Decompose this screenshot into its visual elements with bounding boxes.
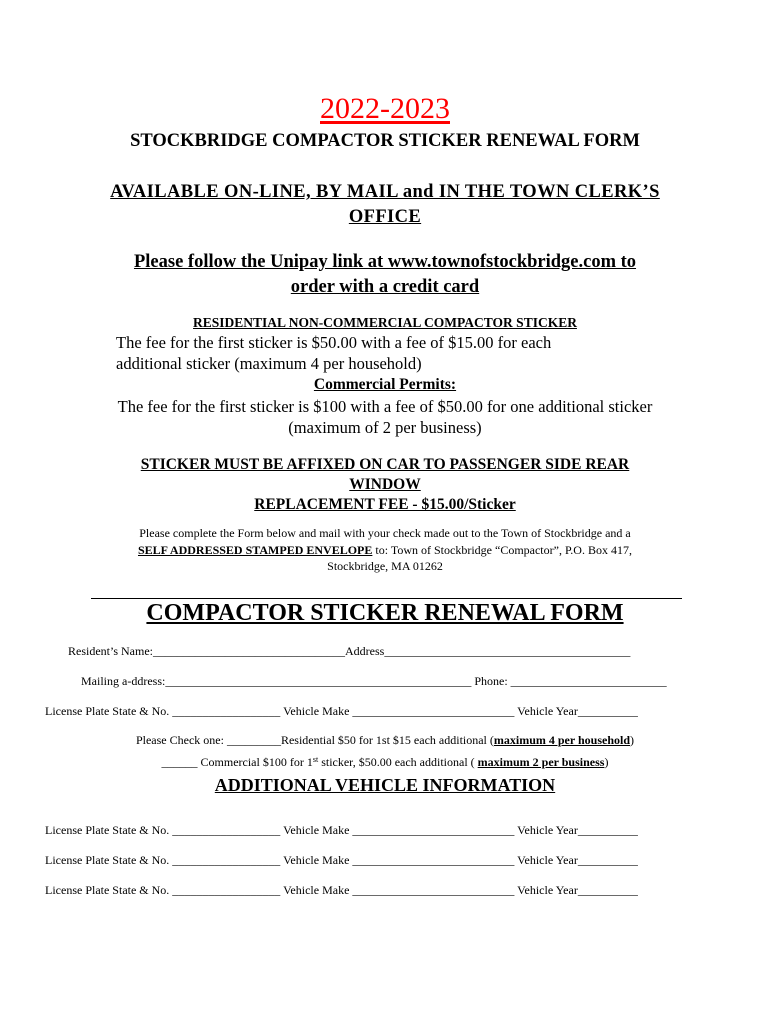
commercial-fee-text <box>0 396 770 438</box>
commercial-check-mid: sticker, $50.00 each additional ( <box>318 755 478 769</box>
residential-heading: RESIDENTIAL NON-COMMERCIAL COMPACTOR STICKER <box>193 315 577 330</box>
commercial-line-2: (maximum of 2 per business) <box>288 418 482 437</box>
commercial-check-text: ______ Commercial $100 for 1 <box>161 755 313 769</box>
additional-vehicle-heading: ADDITIONAL VEHICLE INFORMATION <box>214 775 556 795</box>
residential-line-2: additional sticker (maximum 4 per household) <box>116 354 422 373</box>
commercial-sup: st <box>312 755 319 764</box>
document-title: STOCKBRIDGE COMPACTOR STICKER RENEWAL FORM <box>130 131 640 151</box>
sticker-notice-line-1: STICKER MUST BE AFFIXED ON CAR TO PASSENGER SIDE REAR <box>140 456 630 473</box>
sase-label: SELF ADDRESSED STAMPED ENVELOPE <box>138 542 373 557</box>
replacement-fee: REPLACEMENT FEE - $15.00/Sticker <box>254 496 516 513</box>
sticker-notice-line-2: WINDOW <box>349 476 421 493</box>
mail-line-2 <box>0 542 770 559</box>
form-title: COMPACTOR STICKER RENEWAL FORM <box>146 600 624 626</box>
unipay-notice <box>0 250 770 300</box>
residential-line-1: The fee for the first sticker is $50.00 with a fee of $15.00 for each <box>116 333 552 352</box>
commercial-close: ) <box>604 755 609 769</box>
availability-notice <box>0 180 770 230</box>
availability-line-1: AVAILABLE ON-LINE, BY MAIL and IN THE TOWN CLERK’S <box>110 182 660 202</box>
sticker-notice <box>0 455 770 515</box>
form-year: 2022-2023 <box>320 92 450 125</box>
residents-name-field[interactable]: Resident’s Name:________________________________Address_________________________________________ <box>68 644 631 658</box>
residential-close: ) <box>630 733 635 747</box>
residential-check-option[interactable] <box>0 733 770 748</box>
mail-address: to: Town of Stockbridge “Compactor”, P.O. Box 417, <box>372 542 632 557</box>
unipay-line-2: order with a credit card <box>290 277 480 297</box>
mail-line-3: Stockbridge, MA 01262 <box>327 559 443 573</box>
commercial-heading: Commercial Permits: <box>313 376 457 393</box>
availability-line-2: OFFICE <box>348 207 422 227</box>
additional-vehicle-row[interactable]: License Plate State & No. __________________ Vehicle Make ___________________________ Vehicle Year__________ <box>45 823 638 837</box>
unipay-line-1: Please follow the Unipay link at www.townofstockbridge.com to <box>133 252 637 272</box>
mail-line-1: Please complete the Form below and mail with your check made out to the Town of Stockbridge and a <box>139 526 631 540</box>
commercial-line-1: The fee for the first sticker is $100 with a fee of $50.00 for one additional sticker <box>117 397 653 416</box>
residential-fee-text <box>116 332 736 374</box>
residential-check-text: Please Check one: _________Residential $50 for 1st $15 each additional ( <box>135 733 494 747</box>
additional-vehicle-row[interactable]: License Plate State & No. __________________ Vehicle Make ___________________________ Vehicle Year__________ <box>45 853 638 867</box>
residential-max: maximum 4 per household <box>493 733 631 747</box>
divider-line <box>91 598 682 599</box>
mailing-address-field[interactable]: Mailing a-ddress:___________________________________________________ Phone: __________________________ <box>81 674 667 688</box>
mail-instructions <box>0 525 770 575</box>
commercial-max: maximum 2 per business <box>477 755 605 769</box>
additional-vehicle-row[interactable]: License Plate State & No. __________________ Vehicle Make ___________________________ Vehicle Year__________ <box>45 883 638 897</box>
license-plate-row[interactable]: License Plate State & No. __________________ Vehicle Make ___________________________ Vehicle Year__________ <box>45 704 638 718</box>
commercial-check-option[interactable] <box>0 755 770 770</box>
